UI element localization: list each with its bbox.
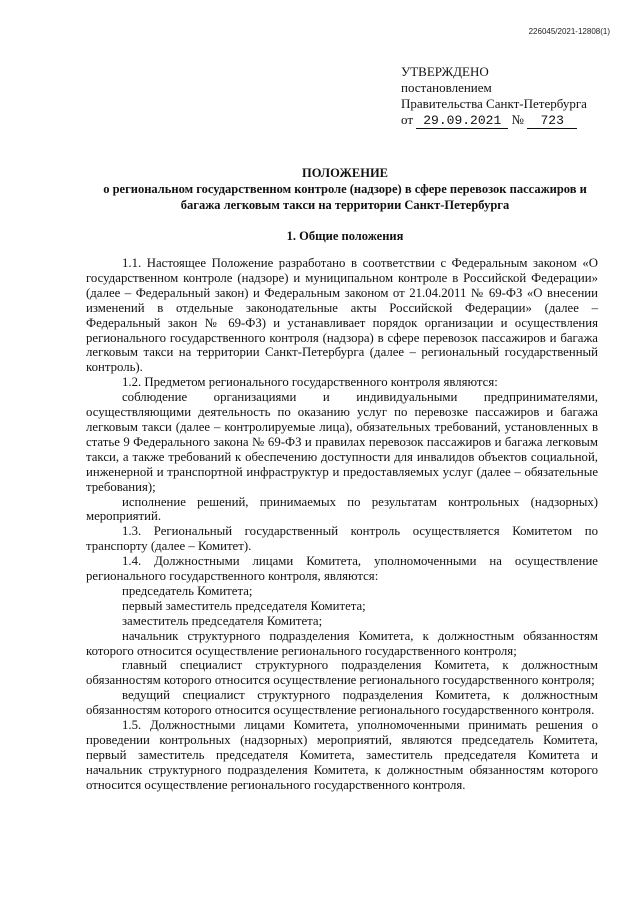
approval-heading: УТВЕРЖДЕНО [401, 64, 489, 79]
document-title [100, 165, 590, 213]
paragraph: начальник структурного подразделения Комитета, к должностным обязанностям которого относится осуществление регионального государственного контроля; [86, 628, 598, 658]
paragraph: заместитель председателя Комитета; [122, 613, 323, 628]
paragraph: председатель Комитета; [122, 583, 253, 598]
approval-number-label: № [511, 112, 524, 127]
paragraph: 1.2. Предметом регионального государственного контроля являются: [122, 375, 498, 390]
approval-date-line [401, 112, 587, 129]
approval-authority: Правительства Санкт-Петербурга [401, 96, 587, 111]
title-main: ПОЛОЖЕНИЕ [301, 166, 389, 180]
paragraph: 1.5. Должностными лицами Комитета, уполномоченными принимать решения о проведении контрольных (надзорных) мероприятий, являются председатель Комитета, первый заместитель председателя Комитета, заместитель председателя Комитета и начальник структурного подразделения Комитета, к должностным обязанностям которого относится осуществление регионального государственного контроля. [86, 718, 598, 792]
paragraph: 1.3. Региональный государственный контроль осуществляется Комитетом по транспорту (далее – Комитет). [86, 524, 598, 554]
paragraph: исполнение решений, принимаемых по результатам контрольных (надзорных) мероприятий. [86, 494, 598, 524]
paragraph: 1.1. Настоящее Положение разработано в соответствии с Федеральным законом «О государственном контроле (надзоре) и муниципальном контроле в Российской Федерации» (далее – Федеральный закон) и Федеральным законом от 21.04.2011 № 69-ФЗ «О внесении изменений в отдельные законодательные акты Российской Федерации» (далее – Федеральный закон № 69-ФЗ) и устанавливает порядок организации и осуществления регионального государственного контроля (надзора) в сфере перевозок пассажиров и багажа легковым такси на территории Санкт-Петербурга (далее – региональный государственный контроль). [86, 256, 598, 375]
approval-block [401, 64, 587, 129]
approval-date: 29.09.2021 [416, 114, 508, 129]
paragraph: 1.4. Должностными лицами Комитета, уполномоченными на осуществление регионального государственного контроля, являются: [86, 554, 598, 584]
approval-resolution: постановлением [401, 80, 492, 95]
section-title: 1. Общие положения [286, 229, 404, 243]
document-number: 226045/2021-12808(1) [528, 27, 610, 36]
paragraph: соблюдение организациями и индивидуальными предпринимателями, осуществляющими деятельность по оказанию услуг по перевозке пассажиров и багажа легковым такси (далее – контролируемые лица), обязательных требований, установленных в статье 9 Федерального закона № 69-ФЗ и правилах перевозок пассажиров и багажа легковым такси, а также требований к обеспечению доступности для инвалидов объектов социальной, инженерной и транспортной инфраструктур и предоставляемых услуг (далее – обязательные требования); [86, 390, 598, 494]
title-subtitle: о региональном государственном контроле (надзоре) в сфере перевозок пассажиров и багажа легковым такси на территории Санкт-Петербурга [103, 182, 587, 212]
paragraph: первый заместитель председателя Комитета; [122, 598, 366, 613]
document-body [86, 256, 598, 793]
paragraph: ведущий специалист структурного подразделения Комитета, к должностным обязанностям которого относится осуществление регионального государственного контроля. [86, 688, 598, 718]
approval-from-label: от [401, 112, 414, 127]
approval-number: 723 [527, 114, 577, 129]
paragraph: главный специалист структурного подразделения Комитета, к должностным обязанностям которого относится осуществление регионального государственного контроля; [86, 658, 598, 688]
